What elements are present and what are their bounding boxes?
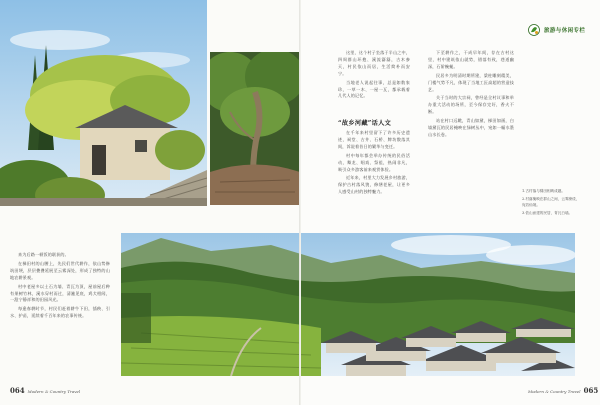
page-number: 065 (583, 386, 599, 395)
paragraph: 近年来，村里大力发展乡村旅游，保护古村落风貌，修缮老屋，让更多人感受山村的独特魅力。 (338, 175, 410, 195)
paragraph: 下至耕作之，干成早年间，存在古村这里，村中建筑依山就势，错落有致，巷道幽深，石阶蜿蜒。 (428, 50, 514, 69)
page-number: 064 (10, 386, 25, 395)
section-heading: “故乡河藏”话人文 (338, 120, 392, 127)
paragraph: 关于当时的大宗祠，曾经是全村议事和举办重大活动的场所，至今保存完好，香火不断。 (428, 95, 514, 115)
logo-text: 旅游与休闲专栏 (544, 28, 586, 34)
magazine-name: Modern & Country Travel (528, 389, 581, 394)
page-spine (299, 0, 301, 405)
caption-item: 3.依山而建的民居，青瓦白墙。 (522, 211, 573, 215)
magazine-logo (528, 24, 585, 36)
right-column-1-continued (338, 130, 410, 198)
village-house-illustration (0, 0, 207, 206)
paragraph: 在梯田村的山腰上，先民们世代耕作，依山势修筑田埂，层层叠叠延展至云雾深处，形成了独特的山地农耕景观。 (10, 260, 110, 280)
paragraph: 村中每年都会举办传统的民俗活动，舞龙、唱戏、祭祖，热闹非凡，吸引众多游客前来观赏体验。 (338, 152, 410, 172)
left-article-text (10, 252, 110, 322)
village-house-photo (0, 0, 207, 206)
paragraph: 每逢春耕时节，村民们赶着耕牛下田，插秧、引水、护苗，延续着千百年来的农事传统。 (10, 306, 110, 319)
paragraph: 来为后路一顿饭的联获的。 (18, 252, 69, 257)
village-panorama-illustration (121, 233, 575, 376)
magazine-name: Modern & Country Travel (27, 389, 81, 394)
village-panorama-photo (121, 233, 575, 376)
left-folio (10, 386, 80, 395)
paragraph: 在千年来村里留下了许多历史遗迹，祠堂、古井、石桥、牌坊散落其间，诉说着昔日的繁华与变迁。 (338, 130, 410, 149)
ancient-tree-photo (210, 52, 300, 205)
caption-item: 2.村落掩映在群山之间，云雾缭绕，宛若仙境。 (522, 197, 580, 207)
right-column-1 (338, 50, 410, 102)
ancient-tree-illustration (210, 52, 300, 205)
paragraph: 当地老人说起往事，总是如数家珍，一草一木、一屋一瓦，都承载着几代人的记忆。 (338, 79, 410, 99)
right-column-2 (428, 50, 514, 141)
caption-item: 1.古村落与梯田相映成趣。 (522, 189, 565, 193)
paragraph: 村中老屋多以土石为墙、青瓦为顶，屋前屋后种有果树竹林，溪水穿村而过，清澈见底，鸡犬相闻，一派宁静祥和的田园风光。 (10, 283, 110, 303)
paragraph: 民居多为明清时期所建，梁柱雕刻精美，门楼气势不凡，体现了当地工匠高超的营造技艺。 (428, 72, 514, 92)
right-folio (528, 386, 598, 395)
paragraph: 这里，这个村子坐落于半山之中，四周群山环抱、溪流潺潺，古木参天，村民依山而居，生活简朴而安宁。 (338, 50, 410, 76)
leaf-logo-icon (528, 24, 540, 36)
photo-captions (522, 188, 580, 218)
paragraph: 站在村口远眺，青山如黛，梯田如画，白墙黛瓦的民居掩映在绿树丛中，宛如一幅水墨山水长卷。 (428, 118, 514, 137)
